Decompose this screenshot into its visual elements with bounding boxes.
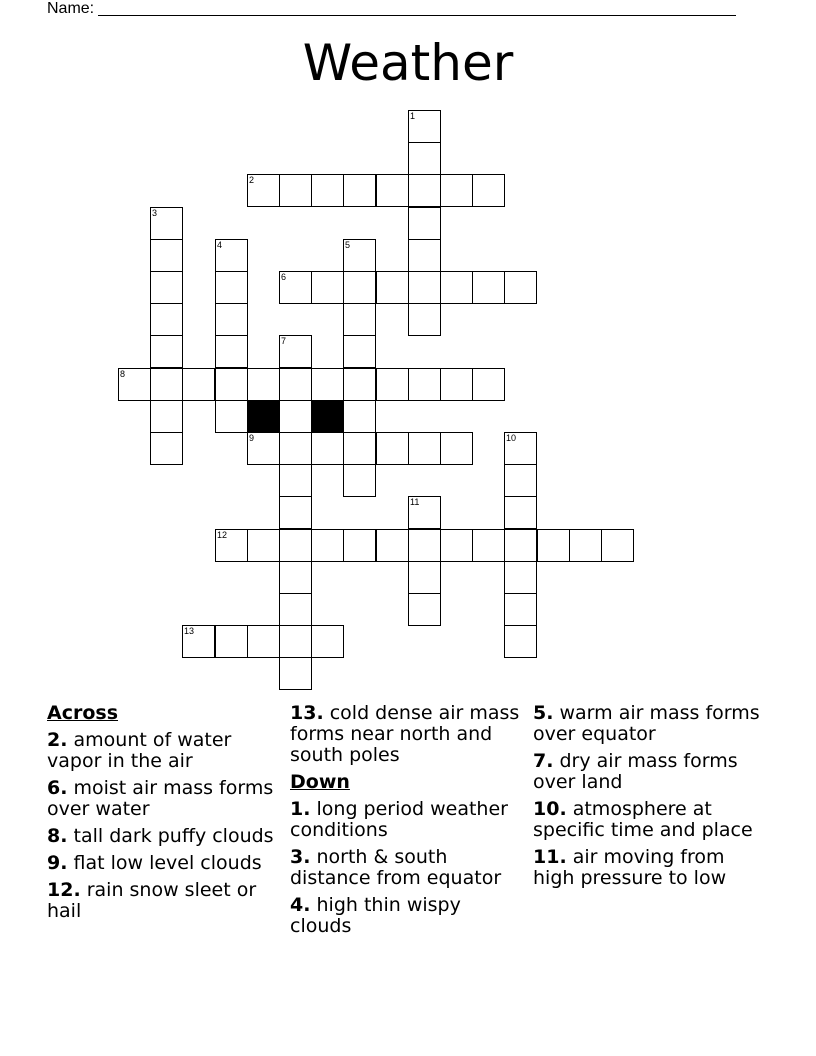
grid-cell[interactable]: [279, 625, 312, 658]
grid-cell[interactable]: [311, 271, 344, 304]
puzzle-title: Weather: [302, 34, 514, 92]
grid-cell[interactable]: [215, 239, 248, 272]
grid-cell[interactable]: [279, 464, 312, 497]
grid-cell[interactable]: [408, 239, 441, 272]
grid-cell[interactable]: [504, 464, 537, 497]
clue-number: 6: [281, 272, 287, 282]
clue-down-11: 11. air moving from high pressure to low: [533, 846, 727, 889]
clue-column-1: [47, 703, 279, 928]
grid-cell[interactable]: [504, 432, 537, 465]
clue-number: 4: [217, 240, 223, 250]
clue-number: 11: [410, 497, 420, 507]
clue-across-2: 2. amount of water vapor in the air: [47, 729, 232, 772]
grid-cell[interactable]: [343, 529, 376, 562]
grid-cell[interactable]: [440, 174, 473, 207]
grid-cell[interactable]: [150, 271, 183, 304]
grid-cell[interactable]: [408, 110, 441, 143]
grid-cell[interactable]: [408, 303, 441, 336]
grid-cell[interactable]: [440, 271, 473, 304]
grid-cell[interactable]: [247, 432, 280, 465]
clue-number: 10: [506, 433, 517, 443]
grid-cell[interactable]: [279, 529, 312, 562]
clue-down-1: 1. long period weather conditions: [290, 798, 508, 841]
grid-cell[interactable]: [440, 529, 473, 562]
grid-cell[interactable]: [215, 368, 248, 401]
grid-cell[interactable]: [472, 529, 505, 562]
grid-cell[interactable]: [504, 593, 537, 626]
grid-cell[interactable]: [279, 432, 312, 465]
grid-cell[interactable]: [311, 529, 344, 562]
grid-cell[interactable]: [215, 529, 248, 562]
grid-cell[interactable]: [215, 625, 248, 658]
grid-cell[interactable]: [279, 657, 312, 690]
grid-cell[interactable]: [408, 174, 441, 207]
clue-number: 9: [249, 433, 255, 443]
down-heading: Down: [290, 771, 350, 793]
clue-number: 5: [345, 240, 351, 250]
grid-cell[interactable]: [150, 207, 183, 240]
grid-cell[interactable]: [279, 335, 312, 368]
grid-cell[interactable]: [504, 271, 537, 304]
grid-cell[interactable]: [408, 142, 441, 175]
grid-cell[interactable]: [440, 368, 473, 401]
grid-cell[interactable]: [472, 271, 505, 304]
grid-cell[interactable]: [537, 529, 570, 562]
grid-cell[interactable]: [311, 368, 344, 401]
grid-cell[interactable]: [150, 303, 183, 336]
grid-cell[interactable]: [182, 368, 215, 401]
clue-across-13: 13. cold dense air mass forms near north and south poles: [290, 702, 520, 766]
clue-number: 13: [184, 626, 195, 636]
clue-number: 1: [410, 111, 416, 121]
clue-number: 3: [152, 208, 158, 218]
grid-cell[interactable]: [504, 625, 537, 658]
grid-cell[interactable]: [215, 303, 248, 336]
grid-cell[interactable]: [150, 400, 183, 433]
grid-cell[interactable]: [569, 529, 602, 562]
clue-across-8: 8. tall dark puffy clouds: [47, 825, 274, 847]
clue-column-2: [290, 703, 522, 943]
grid-cell[interactable]: [247, 174, 280, 207]
black-cell: [311, 400, 344, 433]
grid-cell[interactable]: [376, 174, 409, 207]
grid-cell[interactable]: [408, 432, 441, 465]
grid-cell[interactable]: [279, 561, 312, 594]
grid-cell[interactable]: [279, 593, 312, 626]
grid-cell[interactable]: [504, 561, 537, 594]
clue-across-9: 9. flat low level clouds: [47, 852, 262, 874]
grid-cell[interactable]: [408, 271, 441, 304]
clue-down-5: 5. warm air mass forms over equator: [533, 702, 760, 745]
grid-cell[interactable]: [504, 529, 537, 562]
grid-cell[interactable]: [247, 368, 280, 401]
grid-cell[interactable]: [343, 432, 376, 465]
clue-number: 12: [217, 530, 228, 540]
clue-down-4: 4. high thin wispy clouds: [290, 894, 461, 937]
grid-cell[interactable]: [408, 368, 441, 401]
grid-cell[interactable]: [215, 271, 248, 304]
grid-cell[interactable]: [343, 368, 376, 401]
grid-cell[interactable]: [150, 368, 183, 401]
grid-cell[interactable]: [343, 239, 376, 272]
grid-cell[interactable]: [408, 496, 441, 529]
clue-number: 7: [281, 336, 287, 346]
grid-cell[interactable]: [376, 432, 409, 465]
clue-column-3: [533, 703, 765, 895]
clue-down-10: 10. atmosphere at specific time and place: [533, 798, 753, 841]
grid-cell[interactable]: [408, 561, 441, 594]
grid-cell[interactable]: [343, 271, 376, 304]
grid-cell[interactable]: [601, 529, 634, 562]
clue-down-3: 3. north & south distance from equator: [290, 846, 502, 889]
grid-cell[interactable]: [311, 174, 344, 207]
grid-cell[interactable]: [408, 593, 441, 626]
grid-cell[interactable]: [150, 239, 183, 272]
grid-cell[interactable]: [247, 625, 280, 658]
clue-down-7: 7. dry air mass forms over land: [533, 750, 738, 793]
grid-cell[interactable]: [150, 432, 183, 465]
grid-cell[interactable]: [343, 464, 376, 497]
grid-cell[interactable]: [376, 271, 409, 304]
clue-number: 8: [120, 369, 126, 379]
grid-cell[interactable]: [343, 335, 376, 368]
clue-across-6: 6. moist air mass forms over water: [47, 777, 274, 820]
grid-cell[interactable]: [247, 529, 280, 562]
grid-cell[interactable]: [376, 368, 409, 401]
grid-cell[interactable]: [343, 174, 376, 207]
grid-cell[interactable]: [215, 335, 248, 368]
grid-cell[interactable]: [215, 400, 248, 433]
grid-cell[interactable]: [118, 368, 151, 401]
grid-cell[interactable]: [279, 400, 312, 433]
grid-cell[interactable]: [343, 303, 376, 336]
grid-cell[interactable]: [311, 625, 344, 658]
grid-cell[interactable]: [279, 174, 312, 207]
clue-number: 2: [249, 175, 255, 185]
grid-cell[interactable]: [472, 368, 505, 401]
across-heading: Across: [47, 702, 119, 724]
grid-cell[interactable]: [279, 368, 312, 401]
grid-cell[interactable]: [311, 432, 344, 465]
black-cell: [247, 400, 280, 433]
grid-cell[interactable]: [440, 432, 473, 465]
grid-cell[interactable]: [472, 174, 505, 207]
grid-cell[interactable]: [408, 529, 441, 562]
name-label: Name:: [47, 0, 95, 17]
grid-cell[interactable]: [376, 529, 409, 562]
clue-across-12: 12. rain snow sleet or hail: [47, 879, 257, 922]
grid-cell[interactable]: [279, 496, 312, 529]
grid-cell[interactable]: [504, 496, 537, 529]
grid-cell[interactable]: [408, 207, 441, 240]
grid-cell[interactable]: [182, 625, 215, 658]
grid-cell[interactable]: [279, 271, 312, 304]
grid-cell[interactable]: [343, 400, 376, 433]
grid-cell[interactable]: [150, 335, 183, 368]
